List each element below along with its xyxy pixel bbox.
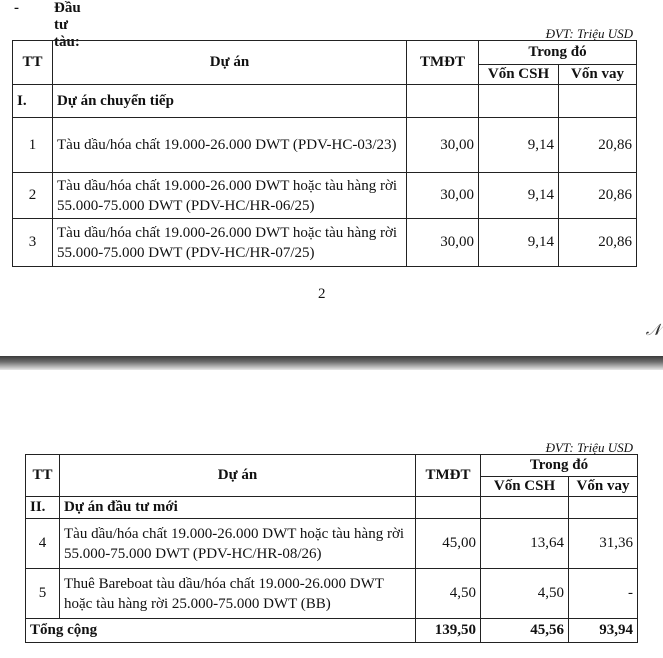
table-row [26,569,638,619]
header-tt: TT [26,455,60,497]
row-tt: 2 [13,173,53,219]
row-von-vay: 20,86 [559,173,637,219]
row-tmdt: 30,00 [407,118,479,173]
section-number: I. [13,85,53,118]
row-tmdt: 4,50 [416,569,481,619]
row-tmdt: 30,00 [407,173,479,219]
total-tmdt: 139,50 [416,619,481,643]
row-tt: 3 [13,219,53,267]
section-row [26,497,638,519]
investment-table-part-1 [12,40,637,267]
margin-initial-mark: 𝒩 [645,322,661,339]
document-page-2 [0,370,663,658]
header-von-vay: Vốn vay [569,477,638,497]
row-von-csh: 9,14 [479,173,559,219]
table-row [26,519,638,569]
row-von-csh: 9,14 [479,118,559,173]
row-von-csh: 4,50 [481,569,569,619]
row-von-vay: 31,36 [569,519,638,569]
row-description: Tàu dầu/hóa chất 19.000-26.000 DWT (PDV-HC-03/23) [53,118,407,173]
row-description: Tàu dầu/hóa chất 19.000-26.000 DWT hoặc tàu hàng rời 55.000-75.000 DWT (PDV-HC/HR-06/25) [53,173,407,219]
row-von-vay: 20,86 [559,219,637,267]
row-von-csh: 9,14 [479,219,559,267]
header-von-csh: Vốn CSH [481,477,569,497]
header-tt: TT [13,41,53,85]
header-von-vay: Vốn vay [559,65,637,85]
header-trong-do: Trong đó [479,41,637,65]
header-tmdt: TMĐT [407,41,479,85]
row-description: Thuê Bareboat tàu dầu/hóa chất 19.000-26.000 DWT hoặc tàu hàng rời 25.000-75.000 DWT (BB) [60,569,416,619]
header-project: Dự án [60,455,416,497]
header-von-csh: Vốn CSH [479,65,559,85]
section-row [13,85,637,118]
section-title: Dự án đầu tư mới [60,497,416,519]
table-row [13,219,637,267]
table-row [13,118,637,173]
total-von-vay: 93,94 [569,619,638,643]
heading-text: Đầu tư tàu: [54,0,81,50]
row-tt: 1 [13,118,53,173]
investment-table-part-2 [25,454,638,643]
total-row [26,619,638,643]
header-tmdt: TMĐT [416,455,481,497]
table-row [13,173,637,219]
row-tmdt: 30,00 [407,219,479,267]
header-trong-do: Trong đó [481,455,638,477]
unit-label: ĐVT: Triệu USD [545,440,633,455]
section-title: Dự án chuyển tiếp [53,85,407,118]
total-label: Tổng cộng [26,619,416,643]
page-break [0,356,663,370]
section-number: II. [26,497,60,519]
row-tt: 4 [26,519,60,569]
row-description: Tàu dầu/hóa chất 19.000-26.000 DWT hoặc tàu hàng rời 55.000-75.000 DWT (PDV-HC/HR-07/25) [53,219,407,267]
row-von-vay: - [569,569,638,619]
row-tmdt: 45,00 [416,519,481,569]
row-tt: 5 [26,569,60,619]
unit-label: ĐVT: Triệu USD [545,26,633,41]
total-von-csh: 45,56 [481,619,569,643]
row-description: Tàu dầu/hóa chất 19.000-26.000 DWT hoặc tàu hàng rời 55.000-75.000 DWT (PDV-HC/HR-08/26) [60,519,416,569]
header-project: Dự án [53,41,407,85]
page-number: 2 [318,286,326,302]
row-von-vay: 20,86 [559,118,637,173]
row-von-csh: 13,64 [481,519,569,569]
heading-dash: - [14,0,19,16]
